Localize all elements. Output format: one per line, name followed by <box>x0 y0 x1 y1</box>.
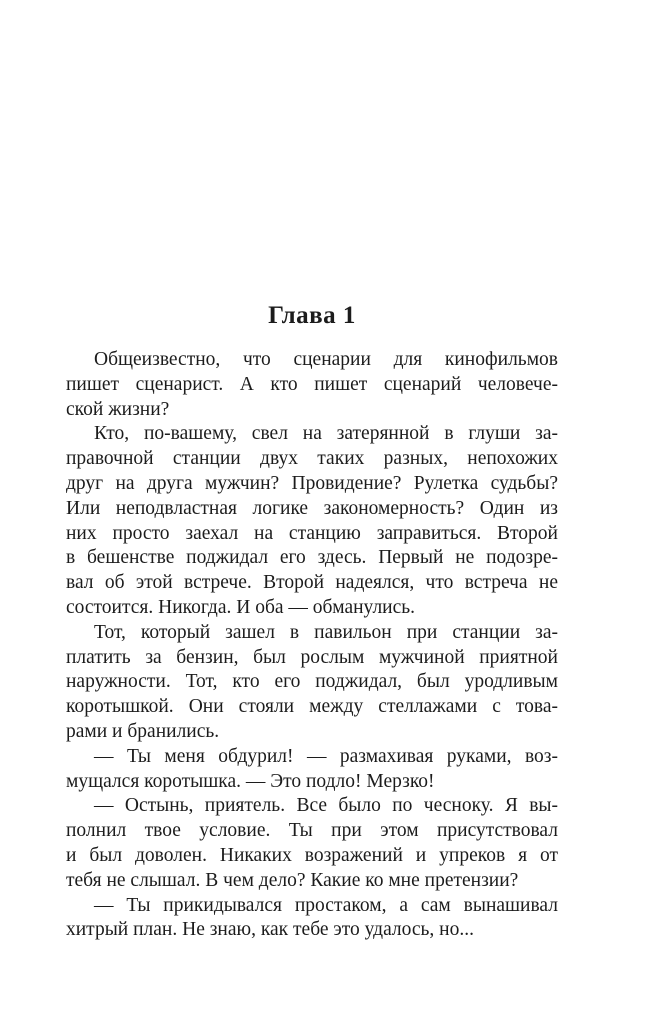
text-line: Тот, который зашел в павильон при станции за- <box>94 621 558 643</box>
text-line: друг на друга мужчин? Провидение? Рулетка судьбы? <box>66 472 558 494</box>
text-line: правочной станции двух таких разных, непохожих <box>66 448 558 470</box>
text-line: в бешенстве поджидал его здесь. Первый не подозре- <box>66 547 558 569</box>
paragraph <box>66 422 558 620</box>
text-line: ской жизни? <box>66 398 170 420</box>
page-text-block <box>66 301 558 943</box>
paragraph <box>66 621 558 745</box>
text-line: пишет сценарист. А кто пишет сценарий человече- <box>66 373 558 395</box>
text-line: состоится. Никогда. И оба — обманулись. <box>66 596 416 618</box>
text-line: хитрый план. Не знаю, как тебе это удалось, но... <box>66 919 474 941</box>
paragraph <box>66 894 558 944</box>
text-line: наружности. Тот, кто его поджидал, был уродливым <box>66 671 558 693</box>
text-line: вал об этой встрече. Второй надеялся, что встреча не <box>66 572 558 594</box>
text-line: полнил твое условие. Ты при этом присутствовал <box>66 820 558 842</box>
text-line: рами и бранились. <box>66 720 220 742</box>
text-line: Общеизвестно, что сценарии для кинофильмов <box>94 349 558 370</box>
text-line: Кто, по-вашему, свел на затерянной в глуши за- <box>94 423 558 445</box>
text-line: мущался коротышка. — Это подло! Мерзко! <box>66 770 435 792</box>
paragraph <box>66 794 558 893</box>
chapter-heading: Глава 1 <box>268 302 356 329</box>
text-line: тебя не слышал. В чем дело? Какие ко мне претензии? <box>66 869 519 891</box>
paragraph <box>66 348 558 422</box>
text-line: — Ты меня обдурил! — размахивая руками, воз- <box>94 745 558 767</box>
paragraph <box>66 745 558 795</box>
text-line: — Остынь, приятель. Все было по чесноку. Я вы- <box>94 795 558 817</box>
text-line: Или неподвластная логике закономерность? Один из <box>66 497 558 519</box>
text-line: платить за бензин, был рослым мужчиной приятной <box>66 646 558 668</box>
text-line: них просто заехал на станцию заправиться. Второй <box>66 522 558 544</box>
text-line: — Ты прикидывался простаком, а сам вынашивал <box>94 894 558 916</box>
text-line: и был доволен. Никаких возражений и упреков я от <box>66 844 558 866</box>
text-line: коротышкой. Они стояли между стеллажами с това- <box>66 696 558 718</box>
page-body <box>66 348 558 943</box>
